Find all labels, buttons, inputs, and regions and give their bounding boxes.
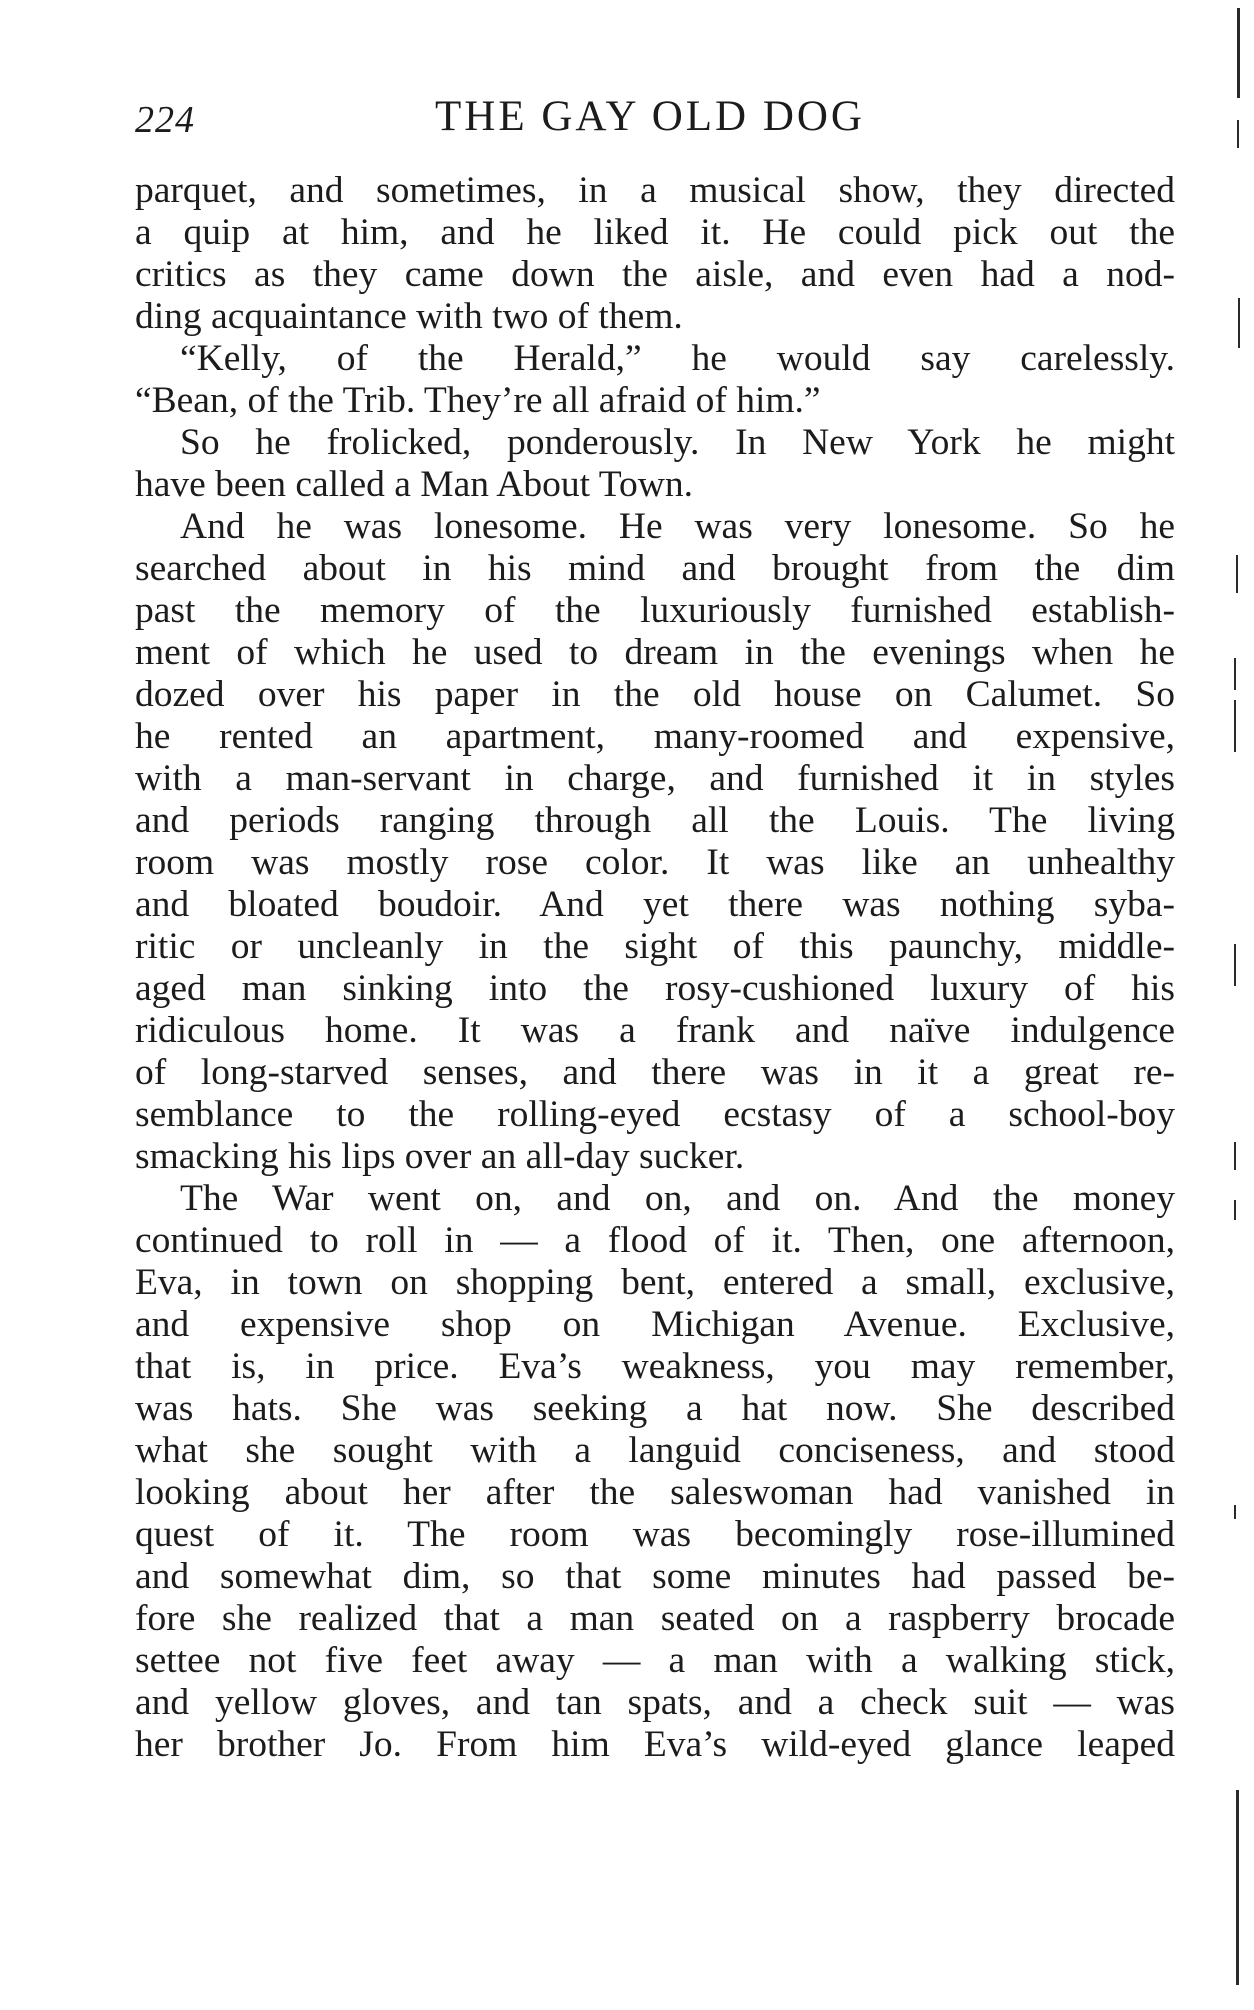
text-line: what she sought with a languid conciseness, and stood xyxy=(135,1430,1175,1471)
text-line: ding acquaintance with two of them. xyxy=(135,296,683,337)
text-line: ment of which he used to dream in the evenings when he xyxy=(135,632,1175,673)
edge-mark xyxy=(1234,1200,1236,1220)
text-line: that is, in price. Eva’s weakness, you may remember, xyxy=(135,1346,1175,1387)
text-line: and bloated boudoir. And yet there was nothing syba- xyxy=(135,884,1175,925)
running-title: THE GAY OLD DOG xyxy=(435,93,865,140)
text-line: room was mostly rose color. It was like an unhealthy xyxy=(135,842,1175,883)
text-line: ritic or uncleanly in the sight of this paunchy, middle- xyxy=(135,926,1175,967)
text-line: settee not five feet away — a man with a walking stick, xyxy=(135,1640,1175,1681)
text-line: with a man-servant in charge, and furnished it in styles xyxy=(135,758,1175,799)
text-line: The War went on, and on, and on. And the money xyxy=(180,1178,1175,1219)
text-line: searched about in his mind and brought from the dim xyxy=(135,548,1175,589)
text-line: was hats. She was seeking a hat now. She described xyxy=(135,1388,1175,1429)
text-line: aged man sinking into the rosy-cushioned luxury of his xyxy=(135,968,1175,1009)
text-line: and periods ranging through all the Louis. The living xyxy=(135,800,1175,841)
text-line: semblance to the rolling-eyed ecstasy of a school-boy xyxy=(135,1094,1175,1135)
edge-mark xyxy=(1237,8,1240,98)
page-number: 224 xyxy=(135,99,195,141)
page-edge-marks xyxy=(1194,0,1254,2010)
text-line: fore she realized that a man seated on a raspberry brocade xyxy=(135,1598,1175,1639)
text-line: he rented an apartment, many-roomed and expensive, xyxy=(135,716,1175,757)
text-line: “Kelly, of the Herald,” he would say carelessly. xyxy=(180,338,1175,379)
text-line: parquet, and sometimes, in a musical show, they directed xyxy=(135,170,1175,211)
text-line: and somewhat dim, so that some minutes had passed be- xyxy=(135,1556,1175,1597)
text-line: smacking his lips over an all-day sucker. xyxy=(135,1136,745,1177)
edge-mark xyxy=(1234,658,1236,690)
text-line: of long-starved senses, and there was in it a great re- xyxy=(135,1052,1175,1093)
edge-mark xyxy=(1238,320,1240,348)
edge-mark xyxy=(1236,1790,1239,1985)
edge-mark xyxy=(1234,944,1236,986)
text-line: past the memory of the luxuriously furnished establish- xyxy=(135,590,1175,631)
text-line: continued to roll in — a flood of it. Then, one afternoon, xyxy=(135,1220,1175,1261)
text-line: have been called a Man About Town. xyxy=(135,464,693,505)
edge-mark xyxy=(1237,120,1239,148)
edge-mark xyxy=(1236,555,1238,593)
text-line: quest of it. The room was becomingly rose-illumined xyxy=(135,1514,1175,1555)
text-line: ridiculous home. It was a frank and naïve indulgence xyxy=(135,1010,1175,1051)
text-line: and expensive shop on Michigan Avenue. Exclusive, xyxy=(135,1304,1175,1345)
edge-mark xyxy=(1234,1142,1236,1170)
edge-mark xyxy=(1234,700,1236,752)
page-header xyxy=(135,92,1175,152)
text-line: “Bean, of the Trib. They’re all afraid of him.” xyxy=(135,380,821,421)
edge-mark xyxy=(1234,1505,1236,1519)
text-line: Eva, in town on shopping bent, entered a small, exclusive, xyxy=(135,1262,1175,1303)
text-line: her brother Jo. From him Eva’s wild-eyed glance leaped xyxy=(135,1724,1175,1765)
text-line: dozed over his paper in the old house on Calumet. So xyxy=(135,674,1175,715)
text-line: looking about her after the saleswoman had vanished in xyxy=(135,1472,1175,1513)
text-line: a quip at him, and he liked it. He could pick out the xyxy=(135,212,1175,253)
text-line: and yellow gloves, and tan spats, and a check suit — was xyxy=(135,1682,1175,1723)
text-line: And he was lonesome. He was very lonesome. So he xyxy=(180,506,1175,547)
body-text xyxy=(135,170,1175,1766)
text-line: critics as they came down the aisle, and even had a nod- xyxy=(135,254,1175,295)
text-line: So he frolicked, ponderously. In New York he might xyxy=(180,422,1175,463)
